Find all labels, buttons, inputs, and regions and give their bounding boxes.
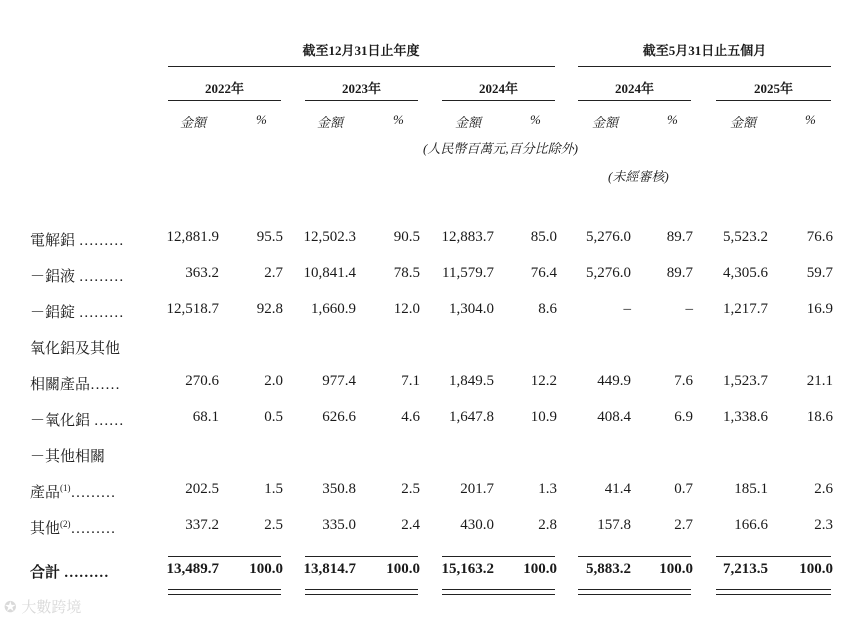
percent-cell: 1.3 (538, 481, 557, 497)
period-header-2024-5m: 2024年 (614, 81, 654, 96)
row-label-text: 合計 ……… (30, 565, 109, 581)
amount-header: 金額 (592, 115, 619, 130)
percent-cell: 59.7 (806, 265, 833, 281)
amount-cell: 68.1 (192, 409, 219, 425)
footnote-marker: (2) (60, 519, 71, 529)
amount-cell: 363.2 (185, 265, 219, 281)
percent-cell: 12.2 (530, 373, 557, 389)
percent-cell: 4.6 (401, 409, 420, 425)
amount-cell: 185.1 (734, 481, 768, 497)
row-label (30, 265, 124, 286)
row-label (30, 517, 116, 538)
row-label (30, 229, 124, 250)
percent-cell: 0.5 (264, 409, 283, 425)
percent-cell: 78.5 (393, 265, 420, 281)
percent-cell: 16.9 (806, 301, 833, 317)
amount-cell: 1,660.9 (311, 301, 356, 317)
amount-cell: 5,276.0 (586, 265, 631, 281)
percent-header: % (393, 112, 404, 127)
period-header-2025-5m: 2025年 (753, 81, 793, 96)
amount-cell: 12,883.7 (441, 229, 494, 245)
amount-cell: 5,276.0 (586, 229, 631, 245)
percent-cell: 95.5 (256, 229, 283, 245)
percent-header: % (805, 112, 816, 127)
subtotal-rule-2022 (168, 556, 281, 557)
percent-cell: 7.1 (401, 373, 420, 389)
group-underline-fiscal-year (168, 66, 555, 67)
unit-note: (人民幣百萬元,百分比除外) (423, 141, 578, 156)
percent-cell: 12.0 (393, 301, 420, 317)
percent-cell: 18.6 (806, 409, 833, 425)
percent-cell: 8.6 (538, 301, 557, 317)
total-underline-2025-5m (716, 589, 831, 595)
row-label-text: 其他 (30, 521, 61, 537)
percent-cell: 100.0 (799, 561, 833, 577)
percent-cell: 100.0 (386, 561, 420, 577)
percent-cell: 0.7 (674, 481, 693, 497)
amount-cell: 1,523.7 (723, 373, 768, 389)
amount-cell: 7,213.5 (723, 561, 768, 577)
amount-cell: 270.6 (185, 373, 219, 389)
period-underline-2024-5m (578, 100, 691, 101)
amount-cell: 11,579.7 (442, 265, 494, 281)
percent-header: % (530, 112, 541, 127)
percent-cell: 76.4 (530, 265, 557, 281)
row-label-text: 產品 (30, 485, 61, 501)
leader-dots: ……… (70, 485, 116, 501)
percent-cell: 2.6 (814, 481, 833, 497)
footnote-marker: (1) (60, 483, 71, 493)
amount-header: 金額 (317, 115, 344, 130)
percent-cell: 85.0 (530, 229, 557, 245)
amount-cell: 5,883.2 (586, 561, 631, 577)
amount-cell: 201.7 (460, 481, 494, 497)
percent-cell: 7.6 (674, 373, 693, 389)
period-header-2022: 2022年 (204, 81, 244, 96)
row-label (30, 301, 124, 322)
percent-header: % (256, 112, 267, 127)
unaudited-note: (未經審核) (608, 169, 669, 184)
period-header-2024: 2024年 (478, 81, 518, 96)
row-label-text: 相關產品…… (30, 377, 121, 393)
amount-cell: 15,163.2 (441, 561, 494, 577)
percent-cell: 90.5 (393, 229, 420, 245)
amount-cell: 430.0 (460, 517, 494, 533)
row-label-text: －氧化鋁 …… (30, 413, 124, 429)
amount-cell: 12,518.7 (166, 301, 219, 317)
amount-header: 金額 (180, 115, 207, 130)
percent-cell: 89.7 (666, 265, 693, 281)
percent-cell: 100.0 (523, 561, 557, 577)
amount-header: 金額 (730, 115, 757, 130)
percent-cell: 2.4 (401, 517, 420, 533)
row-label-text: 電解鋁 ……… (30, 233, 124, 249)
percent-cell: 21.1 (806, 373, 833, 389)
group-title-five-months: 截至5月31日止五個月 (642, 43, 767, 58)
total-underline-2022 (168, 589, 281, 595)
subtotal-rule-2024-5m (578, 556, 691, 557)
percent-cell: 2.3 (814, 517, 833, 533)
total-underline-2024-5m (578, 589, 691, 595)
amount-cell: 13,814.7 (303, 561, 356, 577)
percent-cell: 6.9 (674, 409, 693, 425)
amount-cell: – (623, 301, 631, 317)
amount-cell: 350.8 (322, 481, 356, 497)
amount-cell: 408.4 (597, 409, 631, 425)
watermark-logo (4, 596, 81, 617)
row-label-text: －其他相關 (30, 449, 106, 465)
row-label (30, 481, 116, 502)
amount-cell: 1,217.7 (723, 301, 768, 317)
row-label-text: －鋁液 ……… (30, 269, 124, 285)
amount-cell: 12,881.9 (166, 229, 219, 245)
amount-cell: 1,647.8 (449, 409, 494, 425)
subtotal-rule-2025-5m (716, 556, 831, 557)
row-label-text: 氧化鋁及其他 (30, 341, 121, 357)
row-label (30, 409, 124, 430)
total-underline-2024 (442, 589, 555, 595)
subtotal-rule-2024 (442, 556, 555, 557)
percent-header: % (667, 112, 678, 127)
percent-cell: 2.5 (401, 481, 420, 497)
amount-cell: 626.6 (322, 409, 356, 425)
amount-cell: 1,338.6 (723, 409, 768, 425)
percent-cell: 2.7 (264, 265, 283, 281)
amount-cell: 337.2 (185, 517, 219, 533)
amount-cell: 1,304.0 (449, 301, 494, 317)
amount-cell: 449.9 (597, 373, 631, 389)
amount-header: 金額 (455, 115, 482, 130)
amount-cell: 13,489.7 (166, 561, 219, 577)
watermark-text: 大數跨境 (21, 598, 82, 616)
amount-cell: 10,841.4 (303, 265, 356, 281)
period-underline-2025-5m (716, 100, 831, 101)
amount-cell: 41.4 (604, 481, 631, 497)
watermark-icon: ✪ (4, 598, 22, 616)
period-underline-2024 (442, 100, 555, 101)
row-label-text: －鋁錠 ……… (30, 305, 124, 321)
total-underline-2023 (305, 589, 418, 595)
amount-cell: 4,305.6 (723, 265, 768, 281)
leader-dots: ……… (70, 521, 116, 537)
amount-cell: 1,849.5 (449, 373, 494, 389)
percent-cell: 10.9 (530, 409, 557, 425)
amount-cell: 335.0 (322, 517, 356, 533)
percent-cell: 92.8 (256, 301, 283, 317)
group-underline-five-months (578, 66, 831, 67)
row-label (30, 337, 120, 358)
percent-cell: – (685, 301, 693, 317)
amount-cell: 12,502.3 (303, 229, 356, 245)
percent-cell: 100.0 (249, 561, 283, 577)
percent-cell: 1.5 (264, 481, 283, 497)
period-header-2023: 2023年 (341, 81, 381, 96)
percent-cell: 100.0 (659, 561, 693, 577)
amount-cell: 977.4 (322, 373, 356, 389)
percent-cell: 2.5 (264, 517, 283, 533)
period-underline-2023 (305, 100, 418, 101)
row-label (30, 445, 105, 466)
percent-cell: 2.0 (264, 373, 283, 389)
row-label (30, 561, 109, 582)
percent-cell: 76.6 (806, 229, 833, 245)
subtotal-rule-2023 (305, 556, 418, 557)
amount-cell: 166.6 (734, 517, 768, 533)
percent-cell: 2.8 (538, 517, 557, 533)
percent-cell: 89.7 (666, 229, 693, 245)
period-underline-2022 (168, 100, 281, 101)
amount-cell: 202.5 (185, 481, 219, 497)
row-label (30, 373, 120, 394)
amount-cell: 157.8 (597, 517, 631, 533)
amount-cell: 5,523.2 (723, 229, 768, 245)
group-title-fiscal-year: 截至12月31日止年度 (302, 43, 420, 58)
percent-cell: 2.7 (674, 517, 693, 533)
